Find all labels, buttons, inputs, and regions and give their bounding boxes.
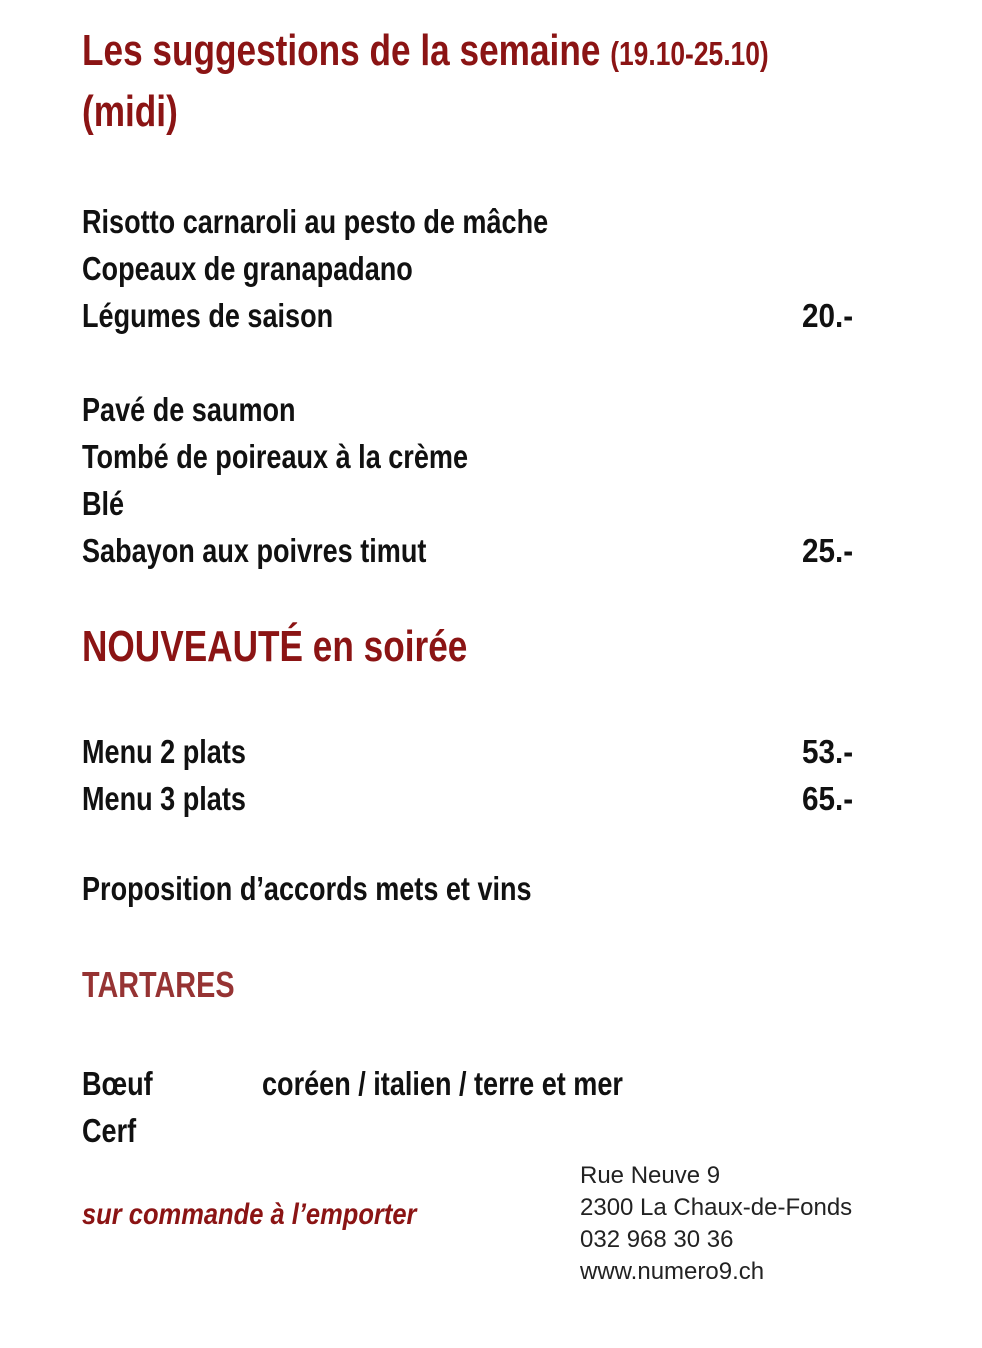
menu-label: Menu 2 plats [82, 733, 246, 770]
tartares-list [82, 1060, 882, 1154]
menu-price: 53.- [802, 733, 854, 770]
tartare-styles: coréen / italien / terre et mer [262, 1065, 623, 1102]
restaurant-address [580, 1160, 852, 1288]
dish-line [82, 480, 882, 527]
menu-line [82, 775, 882, 822]
dish-line [82, 433, 882, 480]
address-city: 2300 La Chaux-de-Fonds [580, 1194, 853, 1221]
pairing-text: Proposition d’accords mets et vins [82, 870, 532, 907]
title-subtitle: (midi) [82, 87, 178, 136]
address-phone: 032 968 30 36 [580, 1226, 734, 1253]
tartares-title: TARTARES [82, 964, 235, 1005]
dish-price: 20.- [802, 297, 854, 334]
dish-line-text: Risotto carnaroli au pesto de mâche [82, 203, 549, 240]
dish-line-text: Pavé de saumon [82, 391, 296, 428]
address-street: Rue Neuve 9 [580, 1162, 721, 1189]
tartare-line [82, 1107, 882, 1154]
dish-line-text: Tombé de poireaux à la crème [82, 438, 469, 475]
dish-line [82, 292, 882, 339]
dish-line [82, 527, 882, 574]
dish-price: 25.- [802, 532, 854, 569]
dish-line [82, 198, 882, 245]
dish-line [82, 386, 882, 433]
address-web: www.numero9.ch [580, 1258, 765, 1285]
title-dates: (19.10-25.10) [610, 35, 769, 72]
dish-2 [82, 386, 882, 574]
dish-1 [82, 198, 882, 339]
tartare-meat: Cerf [82, 1112, 137, 1149]
dish-line-text: Légumes de saison [82, 297, 334, 334]
tartare-meat: Bœuf [82, 1065, 153, 1102]
tartare-line [82, 1060, 882, 1107]
dish-line [82, 245, 882, 292]
dish-line-text: Copeaux de granapadano [82, 250, 413, 287]
menu-line [82, 728, 882, 775]
takeaway-note: sur commande à l’emporter [82, 1198, 417, 1231]
page-header [82, 26, 940, 137]
page-title [82, 26, 769, 79]
menu-price: 65.- [802, 780, 854, 817]
evening-menus [82, 728, 882, 822]
menu-label: Menu 3 plats [82, 780, 246, 817]
title-text: Les suggestions de la semaine [82, 26, 601, 75]
dish-line-text: Sabayon aux poivres timut [82, 532, 427, 569]
evening-title: NOUVEAUTÉ en soirée [82, 622, 468, 671]
dish-line-text: Blé [82, 485, 125, 522]
